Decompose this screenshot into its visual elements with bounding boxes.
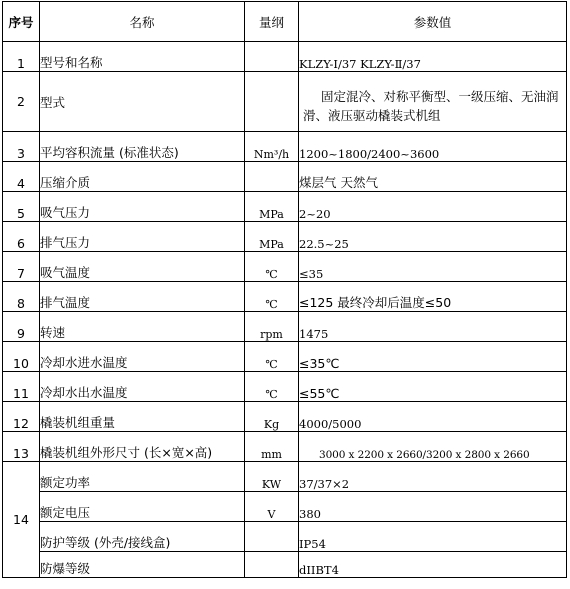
row-value: 37/37×2 [299,462,567,492]
row-index: 11 [3,372,40,402]
row-unit [245,42,299,72]
table-row [3,252,567,282]
row-name: 冷却水出水温度 [40,372,245,402]
row-unit: Nm³/h [245,132,299,162]
spec-table [2,1,567,578]
row-index: 10 [3,342,40,372]
table-row [3,222,567,252]
row-value: 380 [299,492,567,522]
row-unit: ℃ [245,342,299,372]
row-value: 22.5~25 [299,222,567,252]
row-name: 吸气压力 [40,192,245,222]
row-unit: ℃ [245,282,299,312]
row-index: 6 [3,222,40,252]
row-unit: ℃ [245,372,299,402]
table-row [3,312,567,342]
row-index: 1 [3,42,40,72]
row-index: 5 [3,192,40,222]
table-row [3,42,567,72]
row-value: 固定混冷、对称平衡型、一级压缩、无油润滑、液压驱动橇装式机组 [299,72,567,132]
table-row [3,552,567,578]
row-name: 防爆等级 [40,552,245,578]
row-name: 压缩介质 [40,162,245,192]
row-index: 3 [3,132,40,162]
group-index: 14 [3,462,40,578]
table-row [3,522,567,552]
row-value: ≤35℃ [299,342,567,372]
row-value: 1200~1800/2400~3600 [299,132,567,162]
row-name: 吸气温度 [40,252,245,282]
row-value: ≤55℃ [299,372,567,402]
row-name: 额定功率 [40,462,245,492]
table-row [3,282,567,312]
row-value: IP54 [299,522,567,552]
table-row [3,372,567,402]
table-row [3,492,567,522]
row-unit: V [245,492,299,522]
table-row [3,192,567,222]
row-unit: rpm [245,312,299,342]
row-unit [245,552,299,578]
row-name: 橇装机组重量 [40,402,245,432]
row-name: 型号和名称 [40,42,245,72]
row-name: 排气温度 [40,282,245,312]
row-index: 12 [3,402,40,432]
row-index: 4 [3,162,40,192]
row-unit [245,522,299,552]
table-row [3,162,567,192]
row-index: 9 [3,312,40,342]
row-unit: MPa [245,192,299,222]
table-row [3,432,567,462]
table-row [3,72,567,132]
row-index: 7 [3,252,40,282]
row-name: 橇装机组外形尺寸 (长×宽×高) [40,432,245,462]
row-name: 型式 [40,72,245,132]
row-name: 平均容积流量 (标准状态) [40,132,245,162]
row-value: KLZY-Ⅰ/37 KLZY-Ⅱ/37 [299,42,567,72]
row-value: 1475 [299,312,567,342]
header-name: 名称 [40,2,245,42]
row-index: 2 [3,72,40,132]
header-unit: 量纲 [245,2,299,42]
row-name: 额定电压 [40,492,245,522]
row-unit: ℃ [245,252,299,282]
row-index: 8 [3,282,40,312]
row-value: 2~20 [299,192,567,222]
row-name: 防护等级 (外壳/接线盒) [40,522,245,552]
row-name: 冷却水进水温度 [40,342,245,372]
header-value: 参数值 [299,2,567,42]
header-index: 序号 [3,2,40,42]
row-name: 转速 [40,312,245,342]
row-value: dIIBT4 [299,552,567,578]
header-row [3,2,567,42]
row-value: ≤35 [299,252,567,282]
row-index: 13 [3,432,40,462]
row-unit: KW [245,462,299,492]
table-row [3,402,567,432]
row-name: 排气压力 [40,222,245,252]
row-value: 4000/5000 [299,402,567,432]
table-row [3,342,567,372]
table-row [3,132,567,162]
row-unit: Kg [245,402,299,432]
row-unit: mm [245,432,299,462]
row-unit [245,72,299,132]
row-unit [245,162,299,192]
table-row [3,462,567,492]
row-value: 煤层气 天然气 [299,162,567,192]
row-value: 3000 x 2200 x 2660/3200 x 2800 x 2660 [299,432,567,462]
row-value: ≤125 最终冷却后温度≤50 [299,282,567,312]
row-unit: MPa [245,222,299,252]
